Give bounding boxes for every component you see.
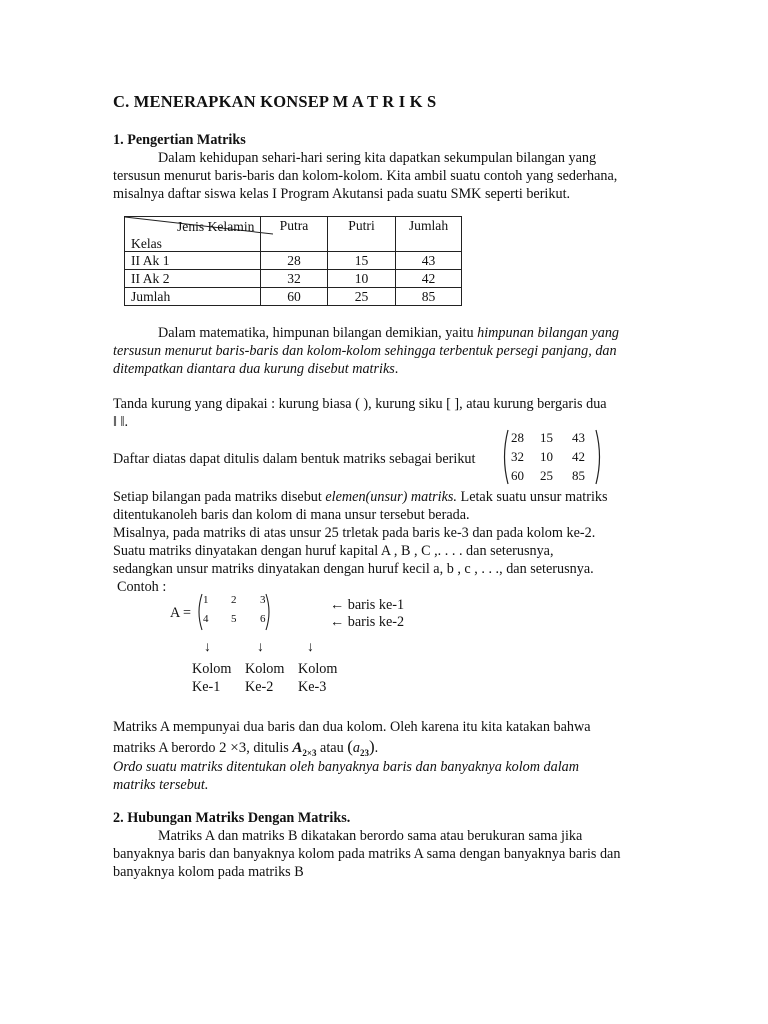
ordo-line-1: Matriks A mempunyai dua baris dan dua kolom. Oleh karena itu kita katakan bahwa <box>113 719 591 735</box>
matrix-a-element: 4 <box>203 613 209 625</box>
matrix-a-element: 3 <box>260 594 266 606</box>
corner-label-top: Jenis Kelamin <box>177 219 255 234</box>
column-arrow-icon: ↓ <box>204 640 211 655</box>
element-line-5: sedangkan unsur matriks dinyatakan dengan huruf kecil a, b , c , . . ., dan seterusnya. <box>113 561 594 577</box>
matrix-a <box>196 592 272 632</box>
table-cell: 60 <box>261 288 328 306</box>
matrix-a-element: 1 <box>203 594 209 606</box>
matrix-1-element: 25 <box>540 468 553 483</box>
matrix-a-element: 5 <box>231 613 237 625</box>
matrix-1-element: 85 <box>572 468 585 483</box>
definition-line-1: Dalam matematika, himpunan bilangan demikian, yaitu himpunan bilangan yang <box>158 325 620 341</box>
matrix-a-element: 6 <box>260 613 266 625</box>
brackets-line-1: Tanda kurung yang dipakai : kurung biasa ( ), kurung siku [ ], atau kurung bergaris dua <box>113 396 607 412</box>
column-label-2: Kolom Ke-2 <box>245 661 285 695</box>
relation-line-1: Matriks A dan matriks B dikatakan berordo sama atau berukuran sama jika <box>158 828 583 844</box>
table-header-cell: Jumlah <box>396 217 462 252</box>
example-label: Contoh : <box>117 579 167 595</box>
table-cell: 43 <box>396 252 462 270</box>
definition-line-2: tersusun menurut baris-baris dan kolom-kolom sehingga terbentuk persegi panjang, dan <box>113 343 617 359</box>
subsection-heading-1: 1. Pengertian Matriks <box>113 132 246 148</box>
matrix-1 <box>500 428 604 486</box>
table-cell: 85 <box>396 288 462 306</box>
ordo-definition-line-2: matriks tersebut. <box>113 777 209 793</box>
element-line-2: ditentukanoleh baris dan kolom di mana unsur tersebut berada. <box>113 507 470 523</box>
matrix-1-element: 60 <box>511 468 524 483</box>
matrix-a-label: A = <box>170 605 192 621</box>
table-row <box>125 252 462 270</box>
table-corner-cell <box>125 217 261 252</box>
relation-line-3: banyaknya kolom pada matriks B <box>113 864 304 880</box>
intro-line-3: misalnya daftar siswa kelas I Program Akutansi pada suatu SMK seperti berikut. <box>113 186 571 202</box>
student-table <box>124 216 462 306</box>
intro-line-2: tersusun menurut baris-baris dan kolom-kolom. Kita ambil suatu contoh yang sederhana, <box>113 168 618 184</box>
element-paragraph <box>113 488 656 596</box>
matrix-1-element: 15 <box>540 430 553 445</box>
table-cell: 15 <box>328 252 396 270</box>
column-arrow-icon: ↓ <box>307 640 314 655</box>
column-label-1: Kolom Ke-1 <box>192 661 232 695</box>
table-cell: 42 <box>396 270 462 288</box>
element-symbol: a <box>352 740 360 756</box>
row-label: II Ak 1 <box>125 252 261 270</box>
matrix-1-element: 43 <box>572 430 585 445</box>
relation-line-2: banyaknya baris dan banyaknya kolom pada matriks A sama dengan banyaknya baris dan <box>113 846 621 862</box>
brackets-paragraph <box>113 395 656 431</box>
column-label-3: Kolom Ke-3 <box>298 661 338 695</box>
table-header-cell: Putri <box>328 217 396 252</box>
matrix-1-element: 10 <box>540 449 553 464</box>
matrix-1-element: 42 <box>572 449 585 464</box>
row-label: Jumlah <box>125 288 261 306</box>
definition-line-3: ditempatkan diantara dua kurung disebut matriks. <box>113 361 399 377</box>
table-row <box>125 288 462 306</box>
table-header-cell: Putra <box>261 217 328 252</box>
ordo-symbol: A <box>292 740 303 756</box>
intro-paragraph <box>113 149 656 203</box>
definition-paragraph <box>113 324 656 378</box>
corner-label-bottom: Kelas <box>131 236 162 251</box>
element-line-1: Setiap bilangan pada matriks disebut elemen(unsur) matriks. Letak suatu unsur matriks <box>113 489 608 505</box>
table-cell: 28 <box>261 252 328 270</box>
table-row <box>125 270 462 288</box>
matrix-intro: Daftar diatas dapat ditulis dalam bentuk matriks sebagai berikut <box>113 451 476 467</box>
matrix-1-element: 28 <box>511 430 524 445</box>
brackets-line-2: ‖ ‖. <box>113 414 129 430</box>
intro-line-1: Dalam kehidupan sehari-hari sering kita dapatkan sekumpulan bilangan yang <box>158 150 597 166</box>
table-cell: 25 <box>328 288 396 306</box>
subsection-heading-2: 2. Hubungan Matriks Dengan Matriks. <box>113 810 351 826</box>
row-label: II Ak 2 <box>125 270 261 288</box>
element-line-3: Misalnya, pada matriks di atas unsur 25 trletak pada baris ke-3 dan pada kolom ke-2. <box>113 525 596 541</box>
table-header-row <box>125 217 462 252</box>
ordo-definition-line-1: Ordo suatu matriks ditentukan oleh banyaknya baris dan banyaknya kolom dalam <box>113 759 580 775</box>
section-title: C. MENERAPKAN KONSEP M A T R I K S <box>113 92 437 111</box>
column-arrow-icon: ↓ <box>257 640 264 655</box>
row-label-1: ← baris ke-1 <box>330 597 405 613</box>
ordo-line-2: matriks A berordo 2 ×3, ditulis $A_{2\times 3}$ atau $(a_{23})$. <box>113 737 379 758</box>
ordo-expression: 2 ×3 <box>219 740 247 756</box>
matrix-a-element: 2 <box>231 594 237 606</box>
element-line-4: Suatu matriks dinyatakan dengan huruf kapital A , B , C ,. . . . dan seterusnya, <box>113 543 554 559</box>
matrix-1-element: 32 <box>511 449 524 464</box>
table-cell: 32 <box>261 270 328 288</box>
table-cell: 10 <box>328 270 396 288</box>
row-label-2: ← baris ke-2 <box>330 614 405 630</box>
